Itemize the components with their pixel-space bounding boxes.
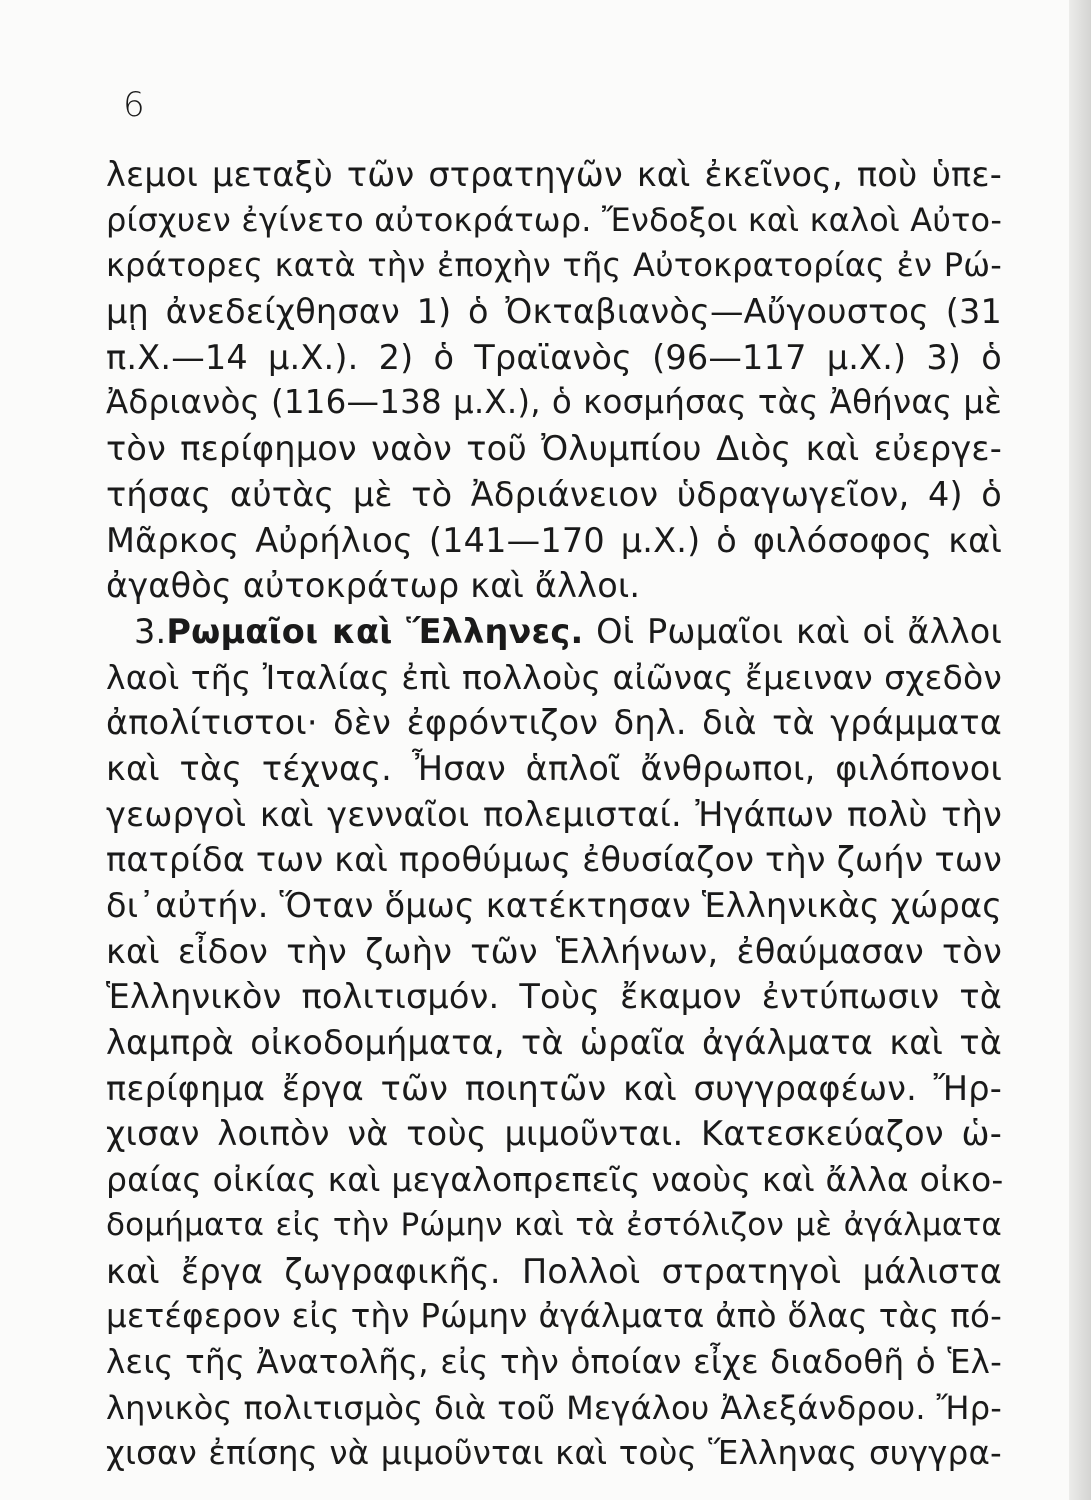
text-line: ραίας οἰκίας καὶ μεγαλοπρεπεῖς ναοὺς καὶ ἄλλα οἰκο- <box>106 1160 1004 1200</box>
section-heading: Ρωμαῖοι καὶ Ἕλληνες. <box>166 611 584 651</box>
text-line: ἀγαθὸς αὐτοκράτωρ καὶ ἄλλοι. <box>106 566 641 606</box>
text-line: λεμοι μεταξὺ τῶν στρατηγῶν καὶ ἐκεῖνος, ποὺ ὑπε- <box>106 155 1002 194</box>
text-line: περίφημα ἔργα τῶν ποιητῶν καὶ συγγραφέων. Ἤρ- <box>106 1068 1002 1108</box>
section-heading-line <box>106 609 1002 655</box>
text-line: ρίσχυεν ἐγίνετο αὐτοκράτωρ. Ἔνδοξοι καὶ καλοὶ Αὐτο- <box>106 200 1003 239</box>
text-line: δι᾽αὐτήν. Ὅταν ὅμως κατέκτησαν Ἑλληνικὰς χώρας <box>106 886 1003 925</box>
body-text <box>106 152 1002 1477</box>
page-edge-shadow <box>1069 0 1091 1500</box>
text-line: χισαν ἐπίσης νὰ μιμοῦνται καὶ τοὺς Ἕλληνας συγγρα- <box>106 1434 1002 1473</box>
text-line: λεις τῆς Ἀνατολῆς, εἰς τὴν ὁποίαν εἶχε διαδοθῆ ὁ Ἑλ- <box>106 1342 1002 1381</box>
text-line: Ἑλληνικὸν πολιτισμόν. Τοὺς ἔκαμον ἐντύπωσιν τὰ <box>106 977 1002 1017</box>
text-line: χισαν λοιπὸν νὰ τοὺς μιμοῦνται. Κατεσκεύαζον ὡ- <box>106 1114 1002 1154</box>
page-number: 6 <box>123 85 145 125</box>
text-line: π.Χ.—14 μ.Χ.). 2) ὁ Τραϊανὸς (96—117 μ.Χ.) 3) ὁ <box>106 337 1002 377</box>
text-line: πατρίδα των καὶ προθύμως ἐθυσίαζον τὴν ζωήν των <box>106 840 1002 880</box>
text-line: λαοὶ τῆς Ἰταλίας ἐπὶ πολλοὺς αἰῶνας ἔμειναν σχεδὸν <box>106 657 1002 697</box>
text-line: καὶ εἶδον τὴν ζωὴν τῶν Ἑλλήνων, ἐθαύμασαν τὸν <box>106 931 1002 971</box>
text-line: ἀπολίτιστοι· δὲν ἐφρόντιζον δηλ. διὰ τὰ γράμματα <box>106 703 1002 743</box>
text-line: τήσας αὐτὰς μὲ τὸ Ἀδριάνειον ὑδραγωγεῖον, 4) ὁ <box>106 474 1002 514</box>
text-line: μετέφερον εἰς τὴν Ρώμην ἀγάλματα ἀπὸ ὅλας τὰς πό- <box>106 1297 1002 1336</box>
text-line: δομήματα εἰς τὴν Ρώμην καὶ τὰ ἐστόλιζον μὲ ἀγάλματα <box>106 1206 1002 1243</box>
section-number: 3. <box>134 611 167 651</box>
text-line: καὶ τὰς τέχνας. Ἦσαν ἁπλοῖ ἄνθρωποι, φιλόπονοι <box>106 748 1002 788</box>
text-line: λαμπρὰ οἰκοδομήματα, τὰ ὡραῖα ἀγάλματα καὶ τὰ <box>106 1023 1002 1063</box>
text-line: μῃ ἀνεδείχθησαν 1) ὁ Ὀκταβιανὸς—Αὔγουστος (31 <box>106 292 1002 332</box>
text-line: τὸν περίφημον ναὸν τοῦ Ὀλυμπίου Διὸς καὶ εὐεργε- <box>106 429 1002 469</box>
text-line: Ἀδριανὸς (116—138 μ.Χ.), ὁ κοσμήσας τὰς Ἀθήνας μὲ <box>106 383 1002 422</box>
section-first-line-text: Οἱ Ρωμαῖοι καὶ οἱ ἄλλοι <box>596 611 1002 651</box>
text-line: Μᾶρκος Αὐρήλιος (141—170 μ.Χ.) ὁ φιλόσοφος καὶ <box>106 520 1002 560</box>
text-line: γεωργοὶ καὶ γενναῖοι πολεμισταί. Ἠγάπων πολὺ τὴν <box>106 794 1002 834</box>
text-line: κράτορες κατὰ τὴν ἐποχὴν τῆς Αὐτοκρατορίας ἐν Ρώ- <box>106 246 1002 285</box>
text-line: ληνικὸς πολιτισμὸς διὰ τοῦ Μεγάλου Ἀλεξάνδρου. Ἤρ- <box>106 1388 1002 1427</box>
text-line: καὶ ἔργα ζωγραφικῆς. Πολλοὶ στρατηγοὶ μάλιστα <box>106 1251 1002 1291</box>
